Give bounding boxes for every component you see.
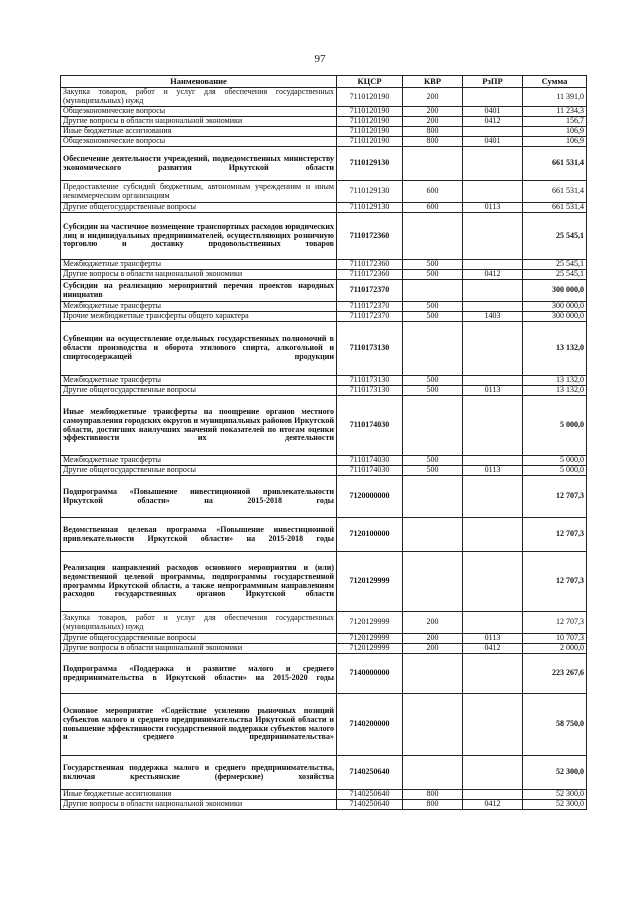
- table-row: [61, 612, 587, 634]
- row-kcsr: 7120100000: [337, 518, 403, 552]
- table-row: [61, 396, 587, 456]
- row-kvr: 600: [403, 181, 463, 203]
- row-kcsr: 7110174030: [337, 456, 403, 466]
- row-rzpr: 0412: [463, 800, 523, 810]
- table-row: [61, 270, 587, 280]
- row-name: Закупка товаров, работ и услуг для обеспечения государственных (муниципальных) нужд: [61, 612, 337, 634]
- table-row: [61, 376, 587, 386]
- row-rzpr: [463, 88, 523, 107]
- row-sum: 52 300,0: [523, 756, 587, 790]
- row-rzpr: [463, 127, 523, 137]
- budget-table: [60, 75, 587, 810]
- row-kvr: [403, 396, 463, 456]
- row-rzpr: [463, 181, 523, 203]
- table-header-row: [61, 76, 587, 88]
- row-name: Другие общегосударственные вопросы: [61, 466, 337, 476]
- row-kcsr: 7110120190: [337, 107, 403, 117]
- row-name: Другие общегосударственные вопросы: [61, 634, 337, 644]
- row-sum: 52 300,0: [523, 790, 587, 800]
- row-sum: 223 267,6: [523, 654, 587, 694]
- row-kvr: 800: [403, 800, 463, 810]
- row-rzpr: 0412: [463, 644, 523, 654]
- row-rzpr: [463, 694, 523, 756]
- row-name: Общеэкономические вопросы: [61, 107, 337, 117]
- row-sum: 300 000,0: [523, 302, 587, 312]
- row-name: Обеспечение деятельности учреждений, подведомственных министерству экономического развития Иркутской области: [61, 147, 337, 181]
- row-name: Межбюджетные трансферты: [61, 302, 337, 312]
- row-name: Межбюджетные трансферты: [61, 456, 337, 466]
- row-rzpr: [463, 260, 523, 270]
- table-row: [61, 302, 587, 312]
- table-row: [61, 694, 587, 756]
- row-rzpr: 0113: [463, 203, 523, 213]
- row-kcsr: 7110129130: [337, 181, 403, 203]
- row-sum: 300 000,0: [523, 280, 587, 302]
- row-name: Предоставление субсидий бюджетным, автономным учреждениям и иным некоммерческим организациям: [61, 181, 337, 203]
- row-kcsr: 7110172370: [337, 280, 403, 302]
- row-rzpr: [463, 322, 523, 376]
- row-name: Иные бюджетные ассигнования: [61, 127, 337, 137]
- row-kvr: [403, 147, 463, 181]
- row-name: Субсидии на реализацию мероприятий перечня проектов народных инициатив: [61, 280, 337, 302]
- row-sum: 2 000,0: [523, 644, 587, 654]
- row-kcsr: 7110120190: [337, 127, 403, 137]
- table-row: [61, 213, 587, 260]
- row-kvr: 800: [403, 790, 463, 800]
- row-rzpr: [463, 147, 523, 181]
- row-name: Субвенции на осуществление отдельных государственных полномочий в области производства и оборота этилового спирта, алкогольной и спиртосодержащей продукции: [61, 322, 337, 376]
- row-kcsr: 7110172360: [337, 270, 403, 280]
- row-rzpr: [463, 302, 523, 312]
- row-sum: 58 750,0: [523, 694, 587, 756]
- row-rzpr: [463, 396, 523, 456]
- row-name: Иные межбюджетные трансферты на поощрение органов местного самоуправления городских округов и муниципальных районов Иркутской области, достигших наилучших значений показателей по итогам оценки эффективности их деятельности: [61, 396, 337, 456]
- row-sum: 52 300,0: [523, 800, 587, 810]
- row-kvr: 500: [403, 376, 463, 386]
- header-kvr: КВР: [403, 76, 463, 88]
- row-name: Субсидии на частичное возмещение транспортных расходов юридических лиц и индивидуальных предпринимателей, осуществляющих розничную торговлю и доставку продовольственных товаров: [61, 213, 337, 260]
- row-rzpr: [463, 280, 523, 302]
- row-sum: 106,9: [523, 127, 587, 137]
- row-kvr: 200: [403, 117, 463, 127]
- row-name: Подпрограмма «Повышение инвестиционной привлекательности Иркутской области» на 2015-2018 годы: [61, 476, 337, 518]
- row-name: Общеэкономические вопросы: [61, 137, 337, 147]
- row-sum: 25 545,1: [523, 260, 587, 270]
- table-row: [61, 147, 587, 181]
- row-kvr: 600: [403, 203, 463, 213]
- row-kvr: 200: [403, 88, 463, 107]
- row-rzpr: 0412: [463, 270, 523, 280]
- row-name: Другие вопросы в области национальной экономики: [61, 270, 337, 280]
- row-kcsr: 7140000000: [337, 654, 403, 694]
- row-sum: 300 000,0: [523, 312, 587, 322]
- row-kvr: 500: [403, 386, 463, 396]
- row-kvr: 800: [403, 127, 463, 137]
- row-rzpr: 0113: [463, 466, 523, 476]
- row-sum: 25 545,1: [523, 270, 587, 280]
- row-kcsr: 7140200000: [337, 694, 403, 756]
- row-rzpr: [463, 213, 523, 260]
- row-name: Межбюджетные трансферты: [61, 260, 337, 270]
- table-row: [61, 456, 587, 466]
- row-sum: 12 707,3: [523, 612, 587, 634]
- row-rzpr: 0412: [463, 117, 523, 127]
- row-kvr: [403, 280, 463, 302]
- row-kvr: 500: [403, 270, 463, 280]
- row-kvr: 500: [403, 260, 463, 270]
- table-row: [61, 654, 587, 694]
- row-kvr: [403, 694, 463, 756]
- row-sum: 10 707,3: [523, 634, 587, 644]
- row-kvr: 200: [403, 644, 463, 654]
- row-kvr: 500: [403, 456, 463, 466]
- row-kcsr: 7110129130: [337, 147, 403, 181]
- row-kcsr: 7120129999: [337, 552, 403, 612]
- row-sum: 661 531,4: [523, 181, 587, 203]
- row-rzpr: 0113: [463, 386, 523, 396]
- table-row: [61, 644, 587, 654]
- row-kcsr: 7110129130: [337, 203, 403, 213]
- row-rzpr: [463, 552, 523, 612]
- row-sum: 156,7: [523, 117, 587, 127]
- row-kcsr: 7110172370: [337, 302, 403, 312]
- row-kcsr: 7110173130: [337, 376, 403, 386]
- table-row: [61, 312, 587, 322]
- row-rzpr: [463, 518, 523, 552]
- table-row: [61, 117, 587, 127]
- row-kcsr: 7140250640: [337, 790, 403, 800]
- row-rzpr: [463, 376, 523, 386]
- row-kcsr: 7110172360: [337, 260, 403, 270]
- row-name: Ведомственная целевая программа «Повышение инвестиционной привлекательности Иркутской области» на 2015-2018 годы: [61, 518, 337, 552]
- row-sum: 13 132,0: [523, 386, 587, 396]
- row-sum: 11 234,3: [523, 107, 587, 117]
- row-kcsr: 7120129999: [337, 644, 403, 654]
- row-kvr: [403, 756, 463, 790]
- row-kcsr: 7110174030: [337, 466, 403, 476]
- row-name: Другие вопросы в области национальной экономики: [61, 800, 337, 810]
- row-kcsr: 7120129999: [337, 634, 403, 644]
- row-kcsr: 7120129999: [337, 612, 403, 634]
- row-rzpr: [463, 654, 523, 694]
- row-name: Межбюджетные трансферты: [61, 376, 337, 386]
- row-name: Закупка товаров, работ и услуг для обеспечения государственных (муниципальных) нужд: [61, 88, 337, 107]
- row-name: Государственная поддержка малого и среднего предпринимательства, включая крестьянские (фермерские) хозяйства: [61, 756, 337, 790]
- table-row: [61, 466, 587, 476]
- row-kvr: [403, 213, 463, 260]
- row-sum: 5 000,0: [523, 396, 587, 456]
- row-sum: 5 000,0: [523, 456, 587, 466]
- row-kcsr: 7110173130: [337, 386, 403, 396]
- table-row: [61, 634, 587, 644]
- row-rzpr: 0401: [463, 137, 523, 147]
- table-row: [61, 790, 587, 800]
- row-name: Другие вопросы в области национальной экономики: [61, 117, 337, 127]
- row-kcsr: 7110173130: [337, 322, 403, 376]
- table-row: [61, 280, 587, 302]
- row-sum: 12 707,3: [523, 476, 587, 518]
- row-kvr: [403, 322, 463, 376]
- table-row: [61, 127, 587, 137]
- row-sum: 106,9: [523, 137, 587, 147]
- row-sum: 13 132,0: [523, 322, 587, 376]
- row-kvr: [403, 552, 463, 612]
- row-kcsr: 7110120190: [337, 117, 403, 127]
- row-rzpr: 0113: [463, 634, 523, 644]
- table-row: [61, 552, 587, 612]
- table-row: [61, 137, 587, 147]
- table-row: [61, 518, 587, 552]
- header-name: Наименование: [61, 76, 337, 88]
- table-body: [61, 88, 587, 810]
- table-row: [61, 88, 587, 107]
- table-row: [61, 181, 587, 203]
- row-sum: 12 707,3: [523, 518, 587, 552]
- row-rzpr: 1403: [463, 312, 523, 322]
- row-sum: 25 545,1: [523, 213, 587, 260]
- row-sum: 661 531,4: [523, 147, 587, 181]
- row-kcsr: 7120000000: [337, 476, 403, 518]
- row-kvr: 800: [403, 137, 463, 147]
- row-kvr: 500: [403, 302, 463, 312]
- row-kcsr: 7110172370: [337, 312, 403, 322]
- header-sum: Сумма: [523, 76, 587, 88]
- row-name: Реализация направлений расходов основного мероприятия и (или) ведомственной целевой программы, подпрограммы государственной программы Иркутской области, а также непрограммным направлениям расходов государственных органов Иркутской области: [61, 552, 337, 612]
- row-kvr: [403, 518, 463, 552]
- row-rzpr: 0401: [463, 107, 523, 117]
- table-row: [61, 260, 587, 270]
- row-kcsr: 7110120190: [337, 88, 403, 107]
- row-sum: 12 707,3: [523, 552, 587, 612]
- row-kvr: 200: [403, 634, 463, 644]
- table-row: [61, 800, 587, 810]
- row-name: Иные бюджетные ассигнования: [61, 790, 337, 800]
- table-row: [61, 322, 587, 376]
- row-kvr: [403, 476, 463, 518]
- row-rzpr: [463, 790, 523, 800]
- table-row: [61, 756, 587, 790]
- header-kcsr: КЦСР: [337, 76, 403, 88]
- row-kvr: 500: [403, 466, 463, 476]
- row-rzpr: [463, 476, 523, 518]
- row-name: Другие общегосударственные вопросы: [61, 386, 337, 396]
- table-row: [61, 386, 587, 396]
- row-kvr: 200: [403, 612, 463, 634]
- row-sum: 661 531,4: [523, 203, 587, 213]
- row-kcsr: 7110174030: [337, 396, 403, 456]
- row-name: Другие вопросы в области национальной экономики: [61, 644, 337, 654]
- row-sum: 13 132,0: [523, 376, 587, 386]
- header-rzpr: РзПР: [463, 76, 523, 88]
- row-rzpr: [463, 612, 523, 634]
- row-name: Другие общегосударственные вопросы: [61, 203, 337, 213]
- table-row: [61, 476, 587, 518]
- row-kcsr: 7140250640: [337, 756, 403, 790]
- row-kcsr: 7140250640: [337, 800, 403, 810]
- row-sum: 5 000,0: [523, 466, 587, 476]
- row-rzpr: [463, 456, 523, 466]
- row-name: Прочие межбюджетные трансферты общего характера: [61, 312, 337, 322]
- row-kcsr: 7110120190: [337, 137, 403, 147]
- row-kcsr: 7110172360: [337, 213, 403, 260]
- table-row: [61, 107, 587, 117]
- row-kvr: 200: [403, 107, 463, 117]
- row-sum: 11 391,0: [523, 88, 587, 107]
- page-number: 97: [314, 53, 326, 65]
- table-row: [61, 203, 587, 213]
- row-name: Основное мероприятие «Содействие усилению рыночных позиций субъектов малого и среднего предпринимательства Иркутской области и повышение эффективности государственной поддержки субъектов малого и среднего предпринимательства»: [61, 694, 337, 756]
- row-name: Подпрограмма «Поддержка и развитие малого и среднего предпринимательства в Иркутской области» на 2015-2020 годы: [61, 654, 337, 694]
- row-kvr: [403, 654, 463, 694]
- row-kvr: 500: [403, 312, 463, 322]
- row-rzpr: [463, 756, 523, 790]
